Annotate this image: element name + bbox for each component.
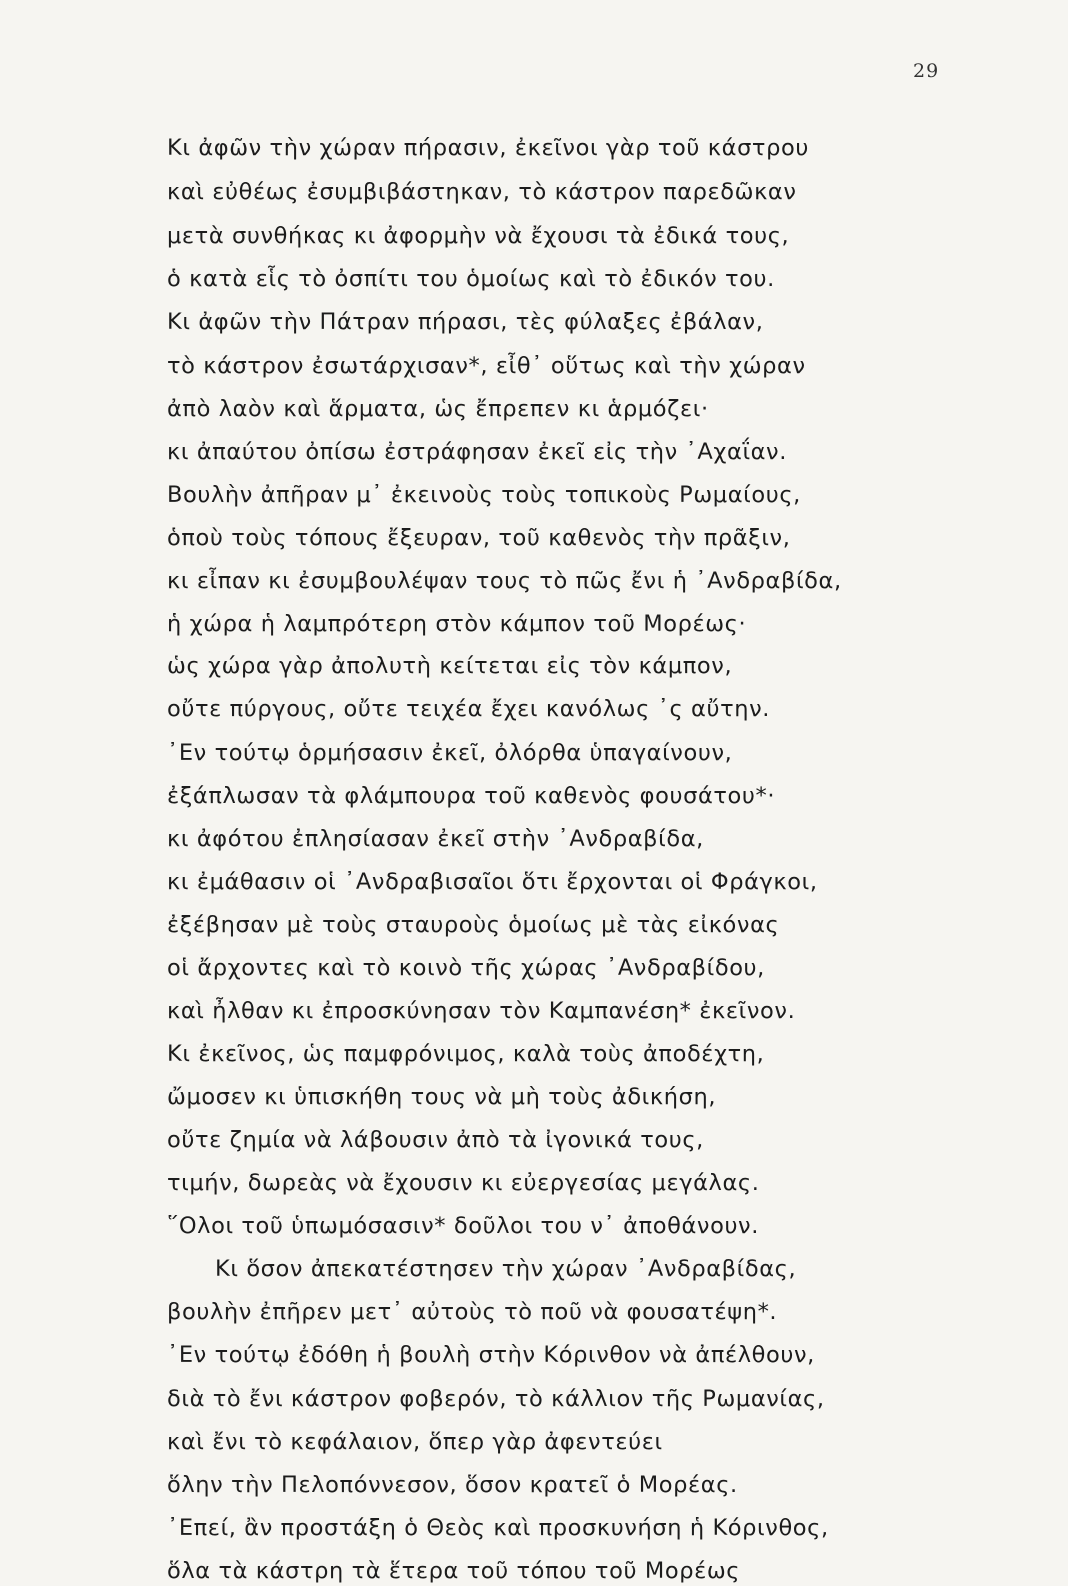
verse-line: κι ἀπαύτου ὀπίσω ἐστράφησαν ἐκεῖ εἰς τὴν ᾽Αχαΐαν. (167, 439, 787, 465)
verse-line: ἡ χώρα ἡ λαμπρότερη στὸν κάμπον τοῦ Μορέως· (167, 611, 747, 637)
verse-line: ᾽Επεί, ἂν προστάξη ὁ Θεὸς καὶ προσκυνήση ἡ Κόρινθος, (167, 1515, 829, 1541)
verse-line: Κι ἀφῶν τὴν Πάτραν πήρασι, τὲς φύλαξες ἐβάλαν, (167, 309, 764, 335)
verse-line: ὁ κατὰ εἷς τὸ ὀσπίτι του ὁμοίως καὶ τὸ ἐδικόν του. (167, 266, 775, 292)
verse-line: ὡς χώρα γὰρ ἀπολυτὴ κείτεται εἰς τὸν κάμπον, (167, 653, 733, 679)
verse-line: ὅλην τὴν Πελοπόννεσον, ὅσον κρατεῖ ὁ Μορέας. (167, 1472, 738, 1498)
verse-line: ὁποὺ τοὺς τόπους ἔξευραν, τοῦ καθενὸς τὴν πρᾶξιν, (167, 525, 791, 551)
verse-line: τιμήν, δωρεὰς νὰ ἔχουσιν κι εὐεργεσίας μεγάλας. (167, 1170, 760, 1196)
verse-line: ὤμοσεν κι ὑπισκήθη τους νὰ μὴ τοὺς ἀδικήση, (167, 1084, 717, 1110)
page-number: 29 (913, 60, 940, 82)
verse-line: οὔτε πύργους, οὔτε τειχέα ἔχει κανόλως ᾽ς αὔτην. (167, 696, 771, 722)
verse-line: καὶ εὐθέως ἐσυμβιβάστηκαν, τὸ κάστρον παρεδῶκαν (167, 179, 797, 205)
verse-line: καὶ ἔνι τὸ κεφάλαιον, ὅπερ γὰρ ἀφεντεύει (167, 1429, 663, 1455)
verse-line: Κι ἀφῶν τὴν χώραν πήρασιν, ἐκεῖνοι γὰρ τοῦ κάστρου (167, 135, 809, 161)
verse-line: ᾽Εν τούτῳ ὁρμήσασιν ἐκεῖ, ὀλόρθα ὑπαγαίνουν, (167, 740, 733, 766)
verse-line: ῞Ολοι τοῦ ὑπωμόσασιν* δοῦλοι του ν᾽ ἀποθάνουν. (167, 1213, 759, 1239)
verse-line: Κι ὅσον ἀπεκατέστησεν τὴν χώραν ᾽Ανδραβίδας, (215, 1256, 797, 1282)
verse-line: ἐξέβησαν μὲ τοὺς σταυροὺς ὁμοίως μὲ τὰς εἰκόνας (167, 912, 780, 938)
verse-line: διὰ τὸ ἔνι κάστρον φοβερόν, τὸ κάλλιον τῆς Ρωμανίας, (167, 1386, 825, 1412)
verse-line: ὅλα τὰ κάστρη τὰ ἕτερα τοῦ τόπου τοῦ Μορέως (167, 1558, 741, 1584)
verse-line: ἐξάπλωσαν τὰ φλάμπουρα τοῦ καθενὸς φουσάτου*· (167, 783, 776, 809)
verse-line: ᾽Εν τούτῳ ἐδόθη ἡ βουλὴ στὴν Κόρινθον νὰ ἀπέλθουν, (167, 1342, 815, 1368)
verse-line: κι εἶπαν κι ἐσυμβουλέψαν τους τὸ πῶς ἔνι ἡ ᾽Ανδραβίδα, (167, 568, 842, 594)
verse-line: καὶ ἦλθαν κι ἐπροσκύνησαν τὸν Καμπανέση* ἐκεῖνον. (167, 998, 796, 1024)
verse-line: κι ἐμάθασιν οἱ ᾽Ανδραβισαῖοι ὅτι ἔρχονται οἱ Φράγκοι, (167, 869, 818, 895)
verse-line: μετὰ συνθήκας κι ἀφορμὴν νὰ ἔχουσι τὰ ἐδικά τους, (167, 223, 790, 249)
verse-line: οὔτε ζημία νὰ λάβουσιν ἀπὸ τὰ ἰγονικά τους, (167, 1127, 704, 1153)
verse-line: Βουλὴν ἀπῆραν μ᾽ ἐκεινοὺς τοὺς τοπικοὺς Ρωμαίους, (167, 482, 801, 508)
verse-line: κι ἀφότου ἐπλησίασαν ἐκεῖ στὴν ᾽Ανδραβίδα, (167, 826, 704, 852)
verse-line: βουλὴν ἐπῆρεν μετ᾽ αὐτοὺς τὸ ποῦ νὰ φουσατέψη*. (167, 1299, 778, 1325)
verse-line: Κι ἐκεῖνος, ὡς παμφρόνιμος, καλὰ τοὺς ἀποδέχτη, (167, 1041, 765, 1067)
verse-line: τὸ κάστρον ἐσωτάρχισαν*, εἶθ᾽ οὕτως καὶ τὴν χώραν (167, 353, 806, 379)
verse-line: ἀπὸ λαὸν καὶ ἅρματα, ὡς ἔπρεπεν κι ἁρμόζει· (167, 396, 709, 422)
verse-line: οἱ ἄρχοντες καὶ τὸ κοινὸ τῆς χώρας ᾽Ανδραβίδου, (167, 955, 765, 981)
